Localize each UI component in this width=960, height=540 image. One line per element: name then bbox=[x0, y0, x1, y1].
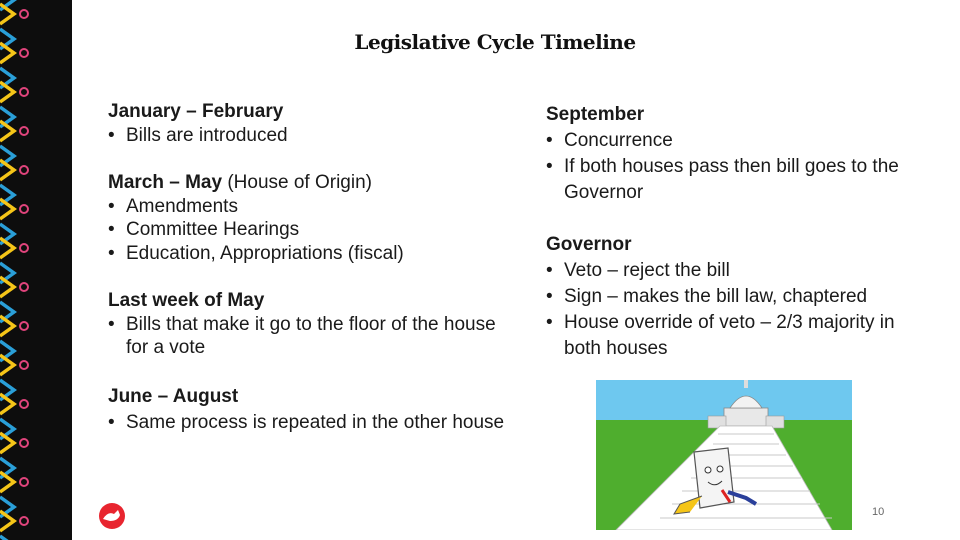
mar-may-heading-suffix: (House of Origin) bbox=[227, 172, 372, 193]
list-item: • Sign – makes the bill law, chaptered bbox=[546, 284, 936, 310]
decorative-border bbox=[0, 0, 72, 540]
list-item: • Concurrence bbox=[546, 128, 936, 154]
september-heading: September bbox=[546, 104, 645, 125]
list-item: • Bills are introduced bbox=[108, 124, 518, 148]
list-item: • If both houses pass then bill goes to the Governor bbox=[546, 154, 936, 206]
zigzag-stroke bbox=[0, 199, 14, 219]
last-week-may-heading: Last week of May bbox=[108, 290, 265, 311]
list-item: • Veto – reject the bill bbox=[546, 258, 936, 284]
zigzag-stroke bbox=[0, 160, 14, 180]
zigzag-stroke bbox=[0, 394, 14, 414]
left-column bbox=[108, 100, 518, 460]
list-item: • House override of veto – 2/3 majority in both houses bbox=[546, 310, 936, 362]
governor-block bbox=[546, 232, 936, 362]
border-dot bbox=[20, 166, 28, 174]
page-number: 10 bbox=[872, 506, 885, 518]
zigzag-pattern-icon bbox=[0, 0, 72, 540]
border-dot bbox=[20, 361, 28, 369]
capitol-steps-illustration bbox=[596, 380, 852, 530]
zigzag-stroke bbox=[0, 277, 14, 297]
zigzag-stroke bbox=[0, 536, 14, 540]
zigzag-stroke bbox=[0, 121, 14, 141]
right-column bbox=[546, 102, 936, 386]
organization-logo-icon bbox=[96, 502, 128, 530]
zigzag-stroke bbox=[0, 316, 14, 336]
jun-aug-block bbox=[108, 384, 518, 436]
zigzag-stroke bbox=[0, 511, 14, 531]
zigzag-stroke bbox=[0, 4, 14, 24]
list-item: • Bills that make it go to the floor of the house for a vote bbox=[108, 313, 518, 360]
border-dot bbox=[20, 283, 28, 291]
september-block bbox=[546, 102, 936, 206]
jan-feb-heading: January – February bbox=[108, 101, 284, 122]
last-week-may-block bbox=[108, 289, 518, 360]
zigzag-stroke bbox=[0, 82, 14, 102]
mar-may-heading-label: March – May bbox=[108, 172, 223, 193]
border-dot bbox=[20, 322, 28, 330]
slide-title: Legislative Cycle Timeline bbox=[354, 30, 636, 54]
zigzag-stroke bbox=[0, 43, 14, 63]
zigzag-stroke bbox=[0, 238, 14, 258]
border-dot bbox=[20, 244, 28, 252]
border-dot bbox=[20, 10, 28, 18]
list-item: • Committee Hearings bbox=[108, 218, 518, 242]
list-item: • Amendments bbox=[108, 195, 518, 219]
border-dot bbox=[20, 127, 28, 135]
jun-aug-heading: June – August bbox=[108, 385, 239, 407]
mar-may-heading bbox=[108, 171, 518, 195]
border-dot bbox=[20, 439, 28, 447]
zigzag-stroke bbox=[0, 433, 14, 453]
zigzag-stroke bbox=[0, 355, 14, 375]
mar-may-block bbox=[108, 171, 518, 265]
jan-feb-block bbox=[108, 100, 518, 147]
border-dot bbox=[20, 517, 28, 525]
border-dot bbox=[20, 49, 28, 57]
list-item: • Education, Appropriations (fiscal) bbox=[108, 242, 518, 266]
border-dot bbox=[20, 400, 28, 408]
border-dot bbox=[20, 205, 28, 213]
governor-heading: Governor bbox=[546, 234, 632, 255]
border-dot bbox=[20, 478, 28, 486]
list-item: • Same process is repeated in the other house bbox=[108, 410, 518, 436]
zigzag-stroke bbox=[0, 472, 14, 492]
border-dot bbox=[20, 88, 28, 96]
